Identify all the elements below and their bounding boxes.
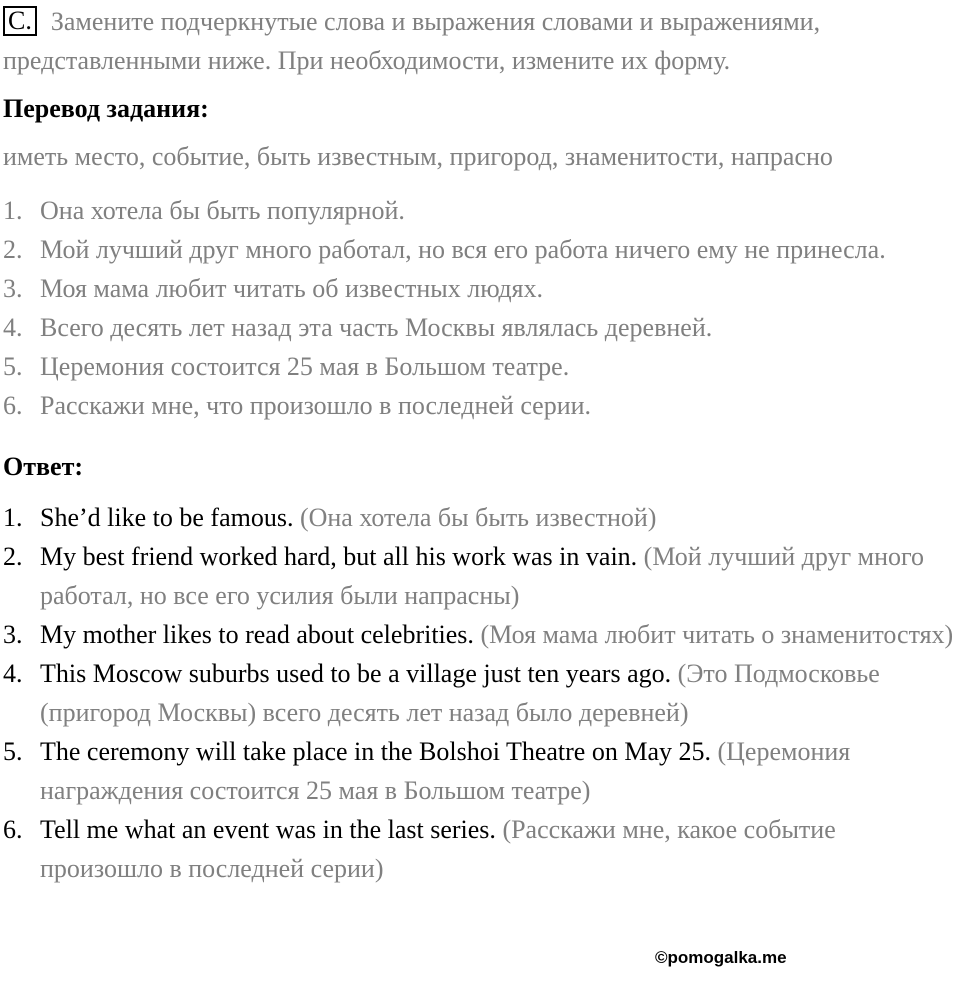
item-text: Расскажи мне, что произошло в последней серии. [40,391,592,420]
russian-translation: (Расскажи мне, какое событие произошло в последней серии) [40,815,836,883]
list-item [3,347,957,386]
list-item [3,308,957,347]
list-item [3,537,957,615]
document-page [3,0,957,888]
english-answer: Tell me what an event was in the last series. [40,815,496,844]
list-item [3,191,957,230]
item-number: 2. [3,542,23,571]
item-text: Она хотела бы быть популярной. [40,196,405,225]
translation-list [3,191,957,425]
list-item [3,498,957,537]
item-number: 6. [3,391,23,420]
item-text: Моя мама любит читать об известных людях. [40,274,544,303]
item-number: 1. [3,503,23,532]
item-number: 5. [3,737,23,766]
list-item [3,615,957,654]
item-number: 6. [3,815,23,844]
list-item [3,269,957,308]
item-number: 4. [3,313,23,342]
task-letter-box: C. [3,6,37,36]
list-item [3,230,957,269]
site-watermark: ©pomogalka.me [655,948,787,967]
item-number: 3. [3,620,23,649]
item-text: Церемония состоится 25 мая в Большом театре. [40,352,570,381]
list-item [3,386,957,425]
word-bank: иметь место, событие, быть известным, пригород, знаменитости, напрасно [3,142,833,171]
russian-translation: (Мой лучший друг много работал, но все его усилия были напрасны) [40,542,925,610]
answer-heading: Ответ: [3,452,84,481]
item-text: Всего десять лет назад эта часть Москвы являлась деревней. [40,313,713,342]
russian-translation: (Моя мама любит читать о знаменитостях) [480,620,954,649]
english-answer: She’d like to be famous. [40,503,294,532]
list-item [3,654,957,732]
list-item [3,732,957,810]
english-answer: My best friend worked hard, but all his work was in vain. [40,542,638,571]
task-text: Замените подчеркнутые слова и выражения словами и выражениями, представленными ниже. При необходимости, измените их форму. [3,7,821,75]
item-number: 5. [3,352,23,381]
item-text: Мой лучший друг много работал, но вся его работа ничего ему не принесла. [40,235,886,264]
russian-translation: (Церемония награждения состоится 25 мая в Большом театре) [40,737,851,805]
answer-list [3,498,957,888]
item-number: 3. [3,274,23,303]
task-instruction [3,2,957,80]
list-item [3,810,957,888]
russian-translation: (Это Подмосковье (пригород Москвы) всего десять лет назад было деревней) [40,659,880,727]
item-number: 1. [3,196,23,225]
english-answer: The ceremony will take place in the Bolshoi Theatre on May 25. [40,737,711,766]
english-answer: My mother likes to read about celebrities. [40,620,474,649]
translation-heading: Перевод задания: [3,94,209,123]
russian-translation: (Она хотела бы быть известной) [299,503,657,532]
english-answer: This Moscow suburbs used to be a village just ten years ago. [40,659,672,688]
item-number: 2. [3,235,23,264]
item-number: 4. [3,659,23,688]
